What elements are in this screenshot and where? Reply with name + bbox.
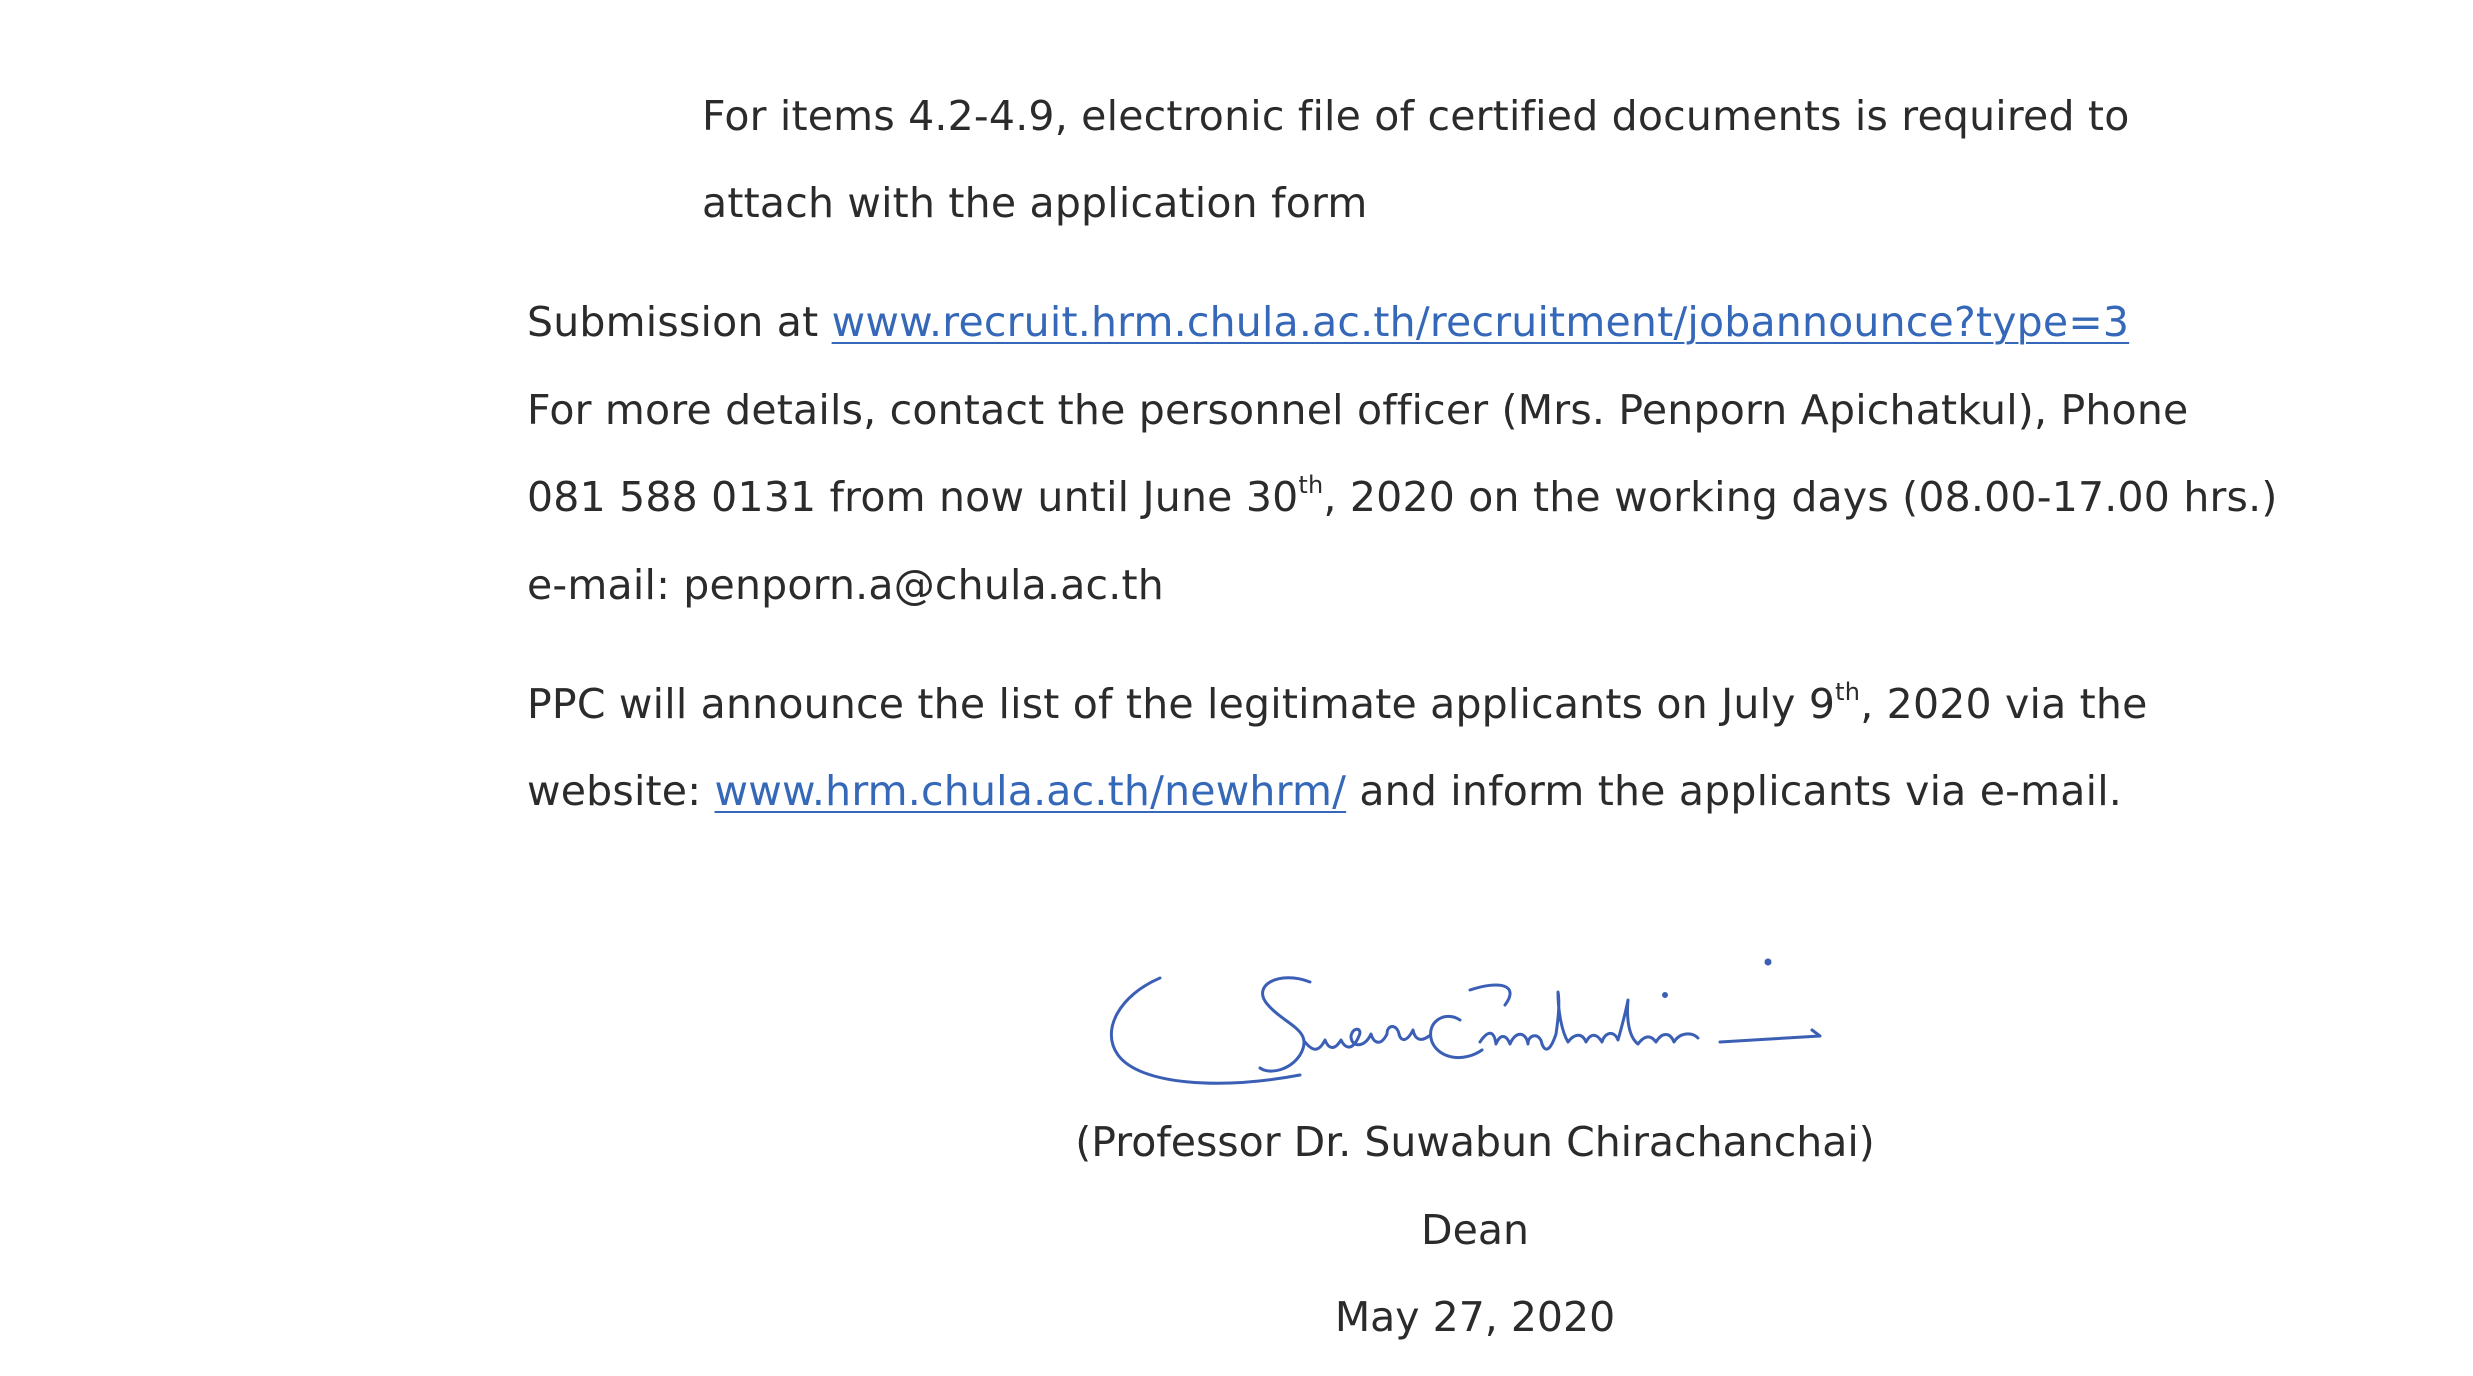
attachment-note-line-1: For items 4.2-4.9, electronic file of certified documents is required to xyxy=(702,92,2130,140)
announcement-line-1 xyxy=(527,676,2148,732)
announcement-line-2 xyxy=(527,763,2122,819)
contact-line-2-part-1: 081 588 0131 from now until June 30 xyxy=(527,473,1299,521)
attachment-note-line-2: attach with the application form xyxy=(702,179,1368,227)
website-label: website: xyxy=(527,767,715,815)
submission-line xyxy=(527,294,2129,350)
contact-line-2-part-2: , 2020 on the working days (08.00-17.00 hrs.) xyxy=(1323,473,2278,521)
signature-date: May 27, 2020 xyxy=(1334,1293,1616,1341)
ordinal-suffix: th xyxy=(1298,471,1324,499)
announcement-line-2-suffix: and inform the applicants via e-mail. xyxy=(1346,767,2123,815)
signatory-name: (Professor Dr. Suwabun Chirachanchai) xyxy=(1075,1118,1875,1166)
contact-line-2 xyxy=(527,469,2278,525)
website-link[interactable]: www.hrm.chula.ac.th/newhrm/ xyxy=(714,767,1347,815)
signatory-title: Dean xyxy=(1421,1206,1529,1254)
signature xyxy=(1100,950,1880,1100)
announcement-line-1-part-2: , 2020 via the xyxy=(1860,680,2148,728)
contact-email: e-mail: penporn.a@chula.ac.th xyxy=(527,561,1164,609)
contact-line-1: For more details, contact the personnel officer (Mrs. Penporn Apichatkul), Phone xyxy=(527,386,2189,434)
ordinal-suffix: th xyxy=(1835,678,1861,706)
submission-link[interactable]: www.recruit.hrm.chula.ac.th/recruitment/jobannounce?type=3 xyxy=(831,298,2130,346)
submission-prefix: Submission at xyxy=(527,298,832,346)
announcement-line-1-part-1: PPC will announce the list of the legitimate applicants on July 9 xyxy=(527,680,1836,728)
